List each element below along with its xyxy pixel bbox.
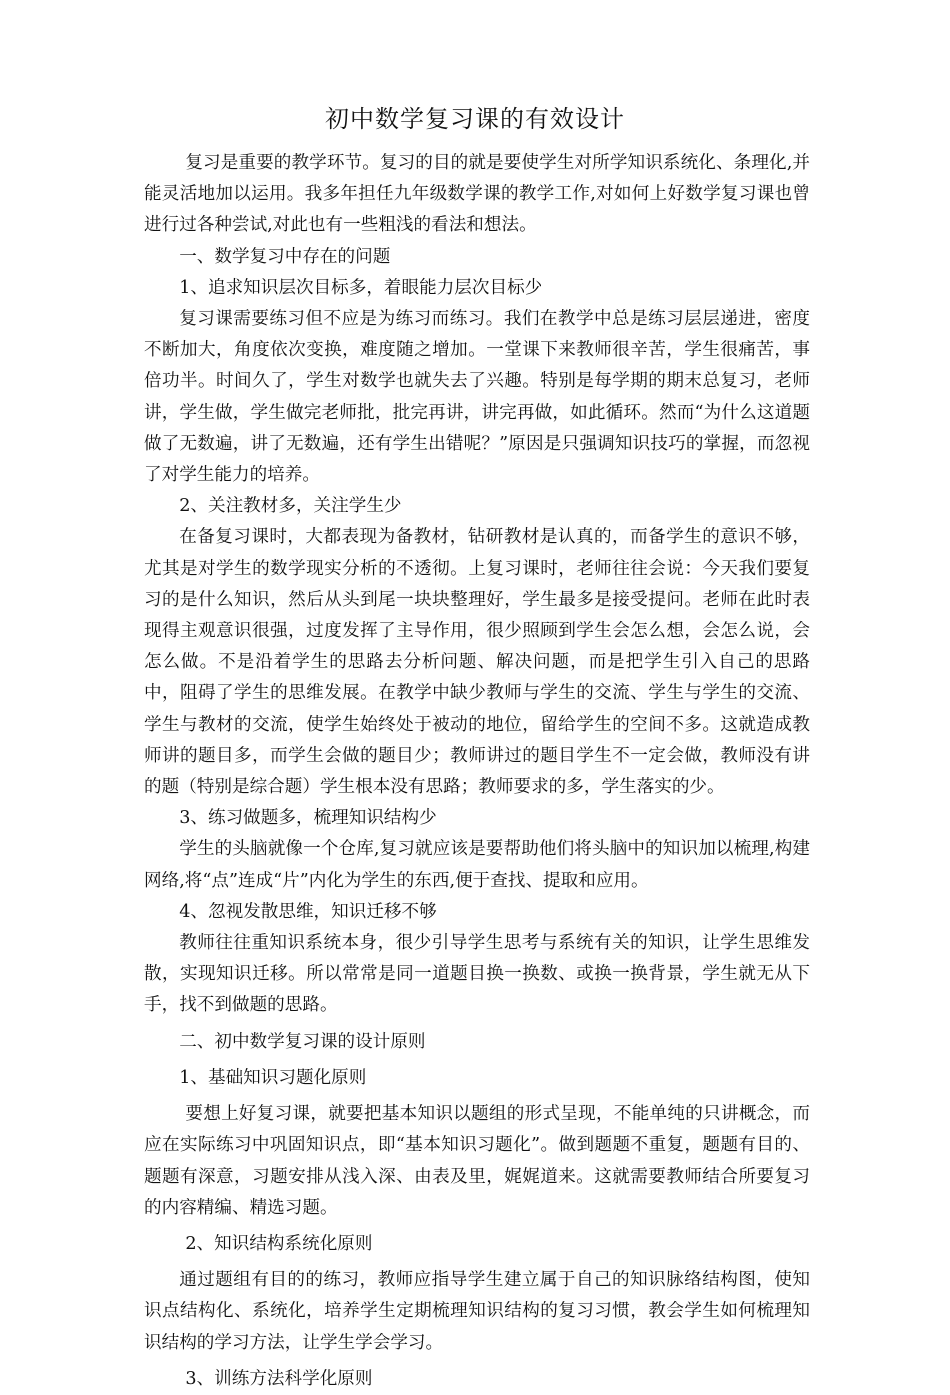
subheading-2-2: 2、知识结构系统化原则 xyxy=(185,1233,373,1254)
subheading-1-3: 3、练习做题多，梳理知识结构少 xyxy=(179,808,437,829)
paragraph-1-2: 在备复习课时，大都表现为备教材，钻研教材是认真的，而备学生的意识不够，尤其是对学生的数学现实分析的不透彻。上复习课时，老师往往会说：今天我们要复习的是什么知识，然后从头到尾一块块整理好，学生最多是接受提问。老师在此时表现得主观意识很强，过度发挥了主导作用，很少照顾到学生会怎么想，会怎么说，会怎么做。不是沿着学生的思路去分析问题、解决问题，而是把学生引入自己的思路中，阻碍了学生的思维发展。在教学中缺少教师与学生的交流、学生与学生的交流、学生与教材的交流，使学生始终处于被动的地位，留给学生的空间不多。这就造成教师讲的题目多，而学生会做的题目少；教师讲过的题目学生不一定会做，教师没有讲的题（特别是综合题）学生根本没有思路；教师要求的多，学生落实的少。 xyxy=(144,527,810,798)
section-heading-2: 二、初中数学复习课的设计原则 xyxy=(179,1031,426,1052)
subheading-2-3: 3、训练方法科学化原则 xyxy=(185,1368,373,1389)
subheading-1-4: 4、忽视发散思维，知识迁移不够 xyxy=(179,901,437,922)
subheading-1-2: 2、关注教材多，关注学生少 xyxy=(179,496,402,517)
document-title: 初中数学复习课的有效设计 xyxy=(325,105,625,133)
paragraph-1-1: 复习课需要练习但不应是为练习而练习。我们在教学中总是练习层层递进，密度不断加大，角度依次变换，难度随之增加。一堂课下来教师很辛苦，学生很痛苦，事倍功半。时间久了，学生对数学也就失去了兴趣。特别是每学期的期末总复习，老师讲，学生做，学生做完老师批，批完再讲，讲完再做，如此循环。然而“为什么这道题做了无数遍，讲了无数遍，还有学生出错呢？”原因是只强调知识技巧的掌握，而忽视了对学生能力的培养。 xyxy=(144,309,810,486)
paragraph-2-1: 要想上好复习课，就要把基本知识以题组的形式呈现，不能单纯的只讲概念，而应在实际练习中巩固知识点，即“基本知识习题化”。做到题题不重复，题题有目的、题题有深意，习题安排从浅入深、由表及里，娓娓道来。这就需要教师结合所要复习的内容精编、精选习题。 xyxy=(144,1104,810,1218)
document-body xyxy=(144,148,810,1395)
subheading-1-1: 1、追求知识层次目标多，着眼能力层次目标少 xyxy=(179,277,543,298)
paragraph-1-3: 学生的头脑就像一个仓库,复习就应该是要帮助他们将头脑中的知识加以梳理,构建网络,将“点”连成“片”内化为学生的东西,便于查找、提取和应用。 xyxy=(144,839,810,891)
section-heading-1: 一、数学复习中存在的问题 xyxy=(179,246,391,267)
subheading-2-1: 1、基础知识习题化原则 xyxy=(179,1067,367,1088)
paragraph-1-4: 教师往往重知识系统本身，很少引导学生思考与系统有关的知识，让学生思维发散，实现知识迁移。所以常常是同一道题目换一换数、或换一换背景，学生就无从下手，找不到做题的思路。 xyxy=(144,933,810,1016)
paragraph-2-2: 通过题组有目的的练习，教师应指导学生建立属于自己的知识脉络结构图，使知识点结构化、系统化，培养学生定期梳理知识结构的复习习惯，教会学生如何梳理知识结构的学习方法，让学生学会学习。 xyxy=(144,1270,810,1353)
intro-paragraph: 复习是重要的教学环节。复习的目的就是要使学生对所学知识系统化、条理化,并能灵活地加以运用。我多年担任九年级数学课的教学工作,对如何上好数学复习课也曾进行过各种尝试,对此也有一些粗浅的看法和想法。 xyxy=(144,153,810,236)
